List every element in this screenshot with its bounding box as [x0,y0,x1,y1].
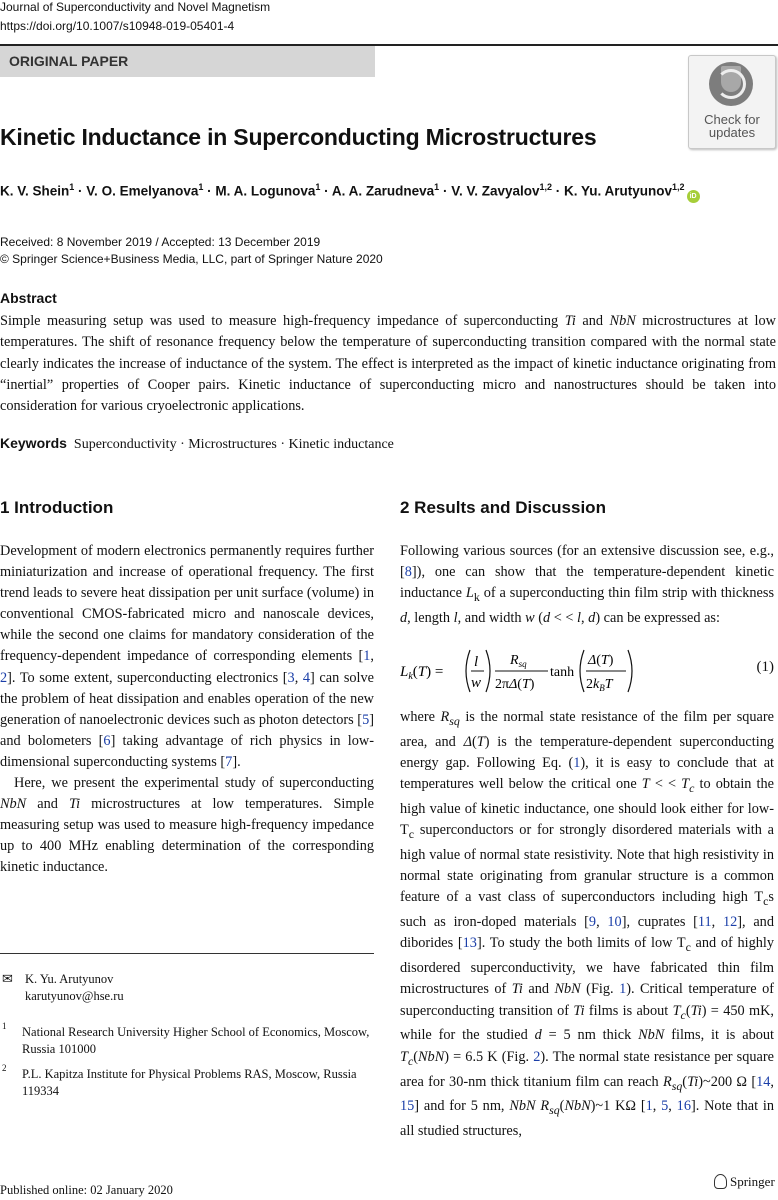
citation-link[interactable]: 15 [400,1098,415,1115]
author[interactable]: V. O. Emelyanova [86,183,199,199]
journal-name: Journal of Superconductivity and Novel Magnetism [0,0,271,14]
envelope-icon: ✉ [2,971,13,986]
keywords-value: Superconductivity · Microstructures · Kinetic inductance [73,437,394,452]
author-affiliation: 1,2 [539,182,553,192]
affiliation-1: National Research University Higher School of Economics, Moscow, Russia 101000 [22,1025,370,1056]
check-label-2: updates [708,125,756,140]
orcid-icon[interactable]: iD [687,190,700,203]
journal-header [0,0,270,36]
affiliation-2: P.L. Kapitza Institute for Physical Problems RAS, Moscow, Russia 119334 [22,1067,357,1098]
keywords-label: Keywords [0,435,67,451]
author[interactable]: A. A. Zarudneva [331,183,435,199]
author-affiliation: 1 [434,182,440,192]
equation-link[interactable]: 1 [573,755,581,772]
publisher-name: Springer [730,1174,775,1189]
affiliation-number: 1 [2,1021,7,1031]
springer-horse-icon [714,1174,727,1189]
received-accepted-dates: Received: 8 November 2019 / Accepted: 13 December 2019 [0,235,321,249]
citation-link[interactable]: 14 [756,1073,771,1090]
author[interactable]: K. V. Shein [0,183,70,199]
author-affiliation: 1 [315,182,321,192]
citation-link[interactable]: 4 [302,669,311,686]
paragraph: Development of modern electronics permanently requires further miniaturization and increase of operational frequency. The first trend leads to severe heat dissipation per unit surface (volume) in conventional CMOS-fabricated micro and nanoscale devices, while the second one claims for mandatory consideration of the frequency-dependent impedance of corresponding elements [1, 2]. To some extent, superconducting electronics [3, 4] can solve the problem of heat dissipation and enables operation of the new generation of nanoelectronic devices such as photon detectors [5] and bolometers [6] taking advantage of rich physics in low-dimensional superconducting systems [7]. [0,543,374,770]
author[interactable]: V. V. Zavyalov [451,183,540,199]
publisher-logo [714,1174,775,1190]
affiliation-number: 2 [2,1063,7,1073]
svg-text:tanh: tanh [550,665,575,680]
paper-title: Kinetic Inductance in Superconducting Microstructures [0,124,597,150]
svg-text:2πΔ(T): 2πΔ(T) [495,677,535,692]
keywords [0,435,394,453]
svg-text:Lk(T) =: $L_k(T)$ = [400,664,444,682]
section-heading-results: 2 Results and Discussion [400,498,606,517]
citation-link[interactable]: 2 [0,669,8,686]
citation-link[interactable]: 16 [676,1098,691,1115]
corresponding-author-email[interactable]: karutyunov@hse.ru [25,989,124,1003]
citation-link[interactable]: 12 [722,914,738,931]
results-body-continued: where $R_{sq}$ is the normal state resistance of the film per square area, and Δ(T) is the temperature-dependent superconducting energy gap. Following Eq. (1), it is easy to conclude that at temperatures well below the critical one T < < $T_c$ to obtain the high value of kinetic inductance, one should look either for low-$T_c$ superconductors or for strongly disordered materials with a high value of normal state resistivity. Note that high resistivity in normal state originating from granular structure is a common feature of a vast class of superconductors including high $T_cs$ such as iron-doped materials [9, 10], cuprates [11, 12], and diborides [13]. To study the both limits of low $T_c$ and of highly disordered superconductivity, we have fabricated thin film microstructures of Ti and NbN (Fig. 1). Critical temperature of superconducting transition of Ti films is about $T_c(Ti) = 450$ mK, while for the studied d = 5 nm thick NbN films, it is about $T_c(NbN) = 6.5$ K (Fig. 2). The normal state resistance per square area for 30-nm thick titanium film can reach $R_{sq}(Ti)\sim 200$ Ω [14, 15] and for 5 nm, NbN $R_{sq}(NbN)\sim 1$ KΩ [1, 5, 16]. Note that in all studied structures, [400,709,775,1140]
svg-text:2kBT: $2k_BT$ [586,677,613,693]
author[interactable]: K. Yu. Arutyunov [564,183,673,199]
svg-text:Δ(T): Δ(T) [588,653,614,668]
citation-link[interactable]: 8 [404,564,412,581]
citation-link[interactable]: 9 [588,914,597,931]
check-label-1: Check for [704,112,760,127]
equation-1 [400,643,774,699]
svg-text:Rsq: $R_{sq}$ [510,653,527,669]
equation-number: (1) [756,659,774,675]
citation-link[interactable]: 1 [645,1098,653,1115]
citation-link[interactable]: 7 [225,753,233,770]
author-affiliation: 1,2 [672,182,685,192]
copyright-notice: © Springer Science+Business Media, LLC, part of Springer Nature 2020 [0,252,383,266]
svg-text:l: l [474,654,479,670]
article-type-badge: ORIGINAL PAPER [0,46,375,77]
citation-link[interactable]: 13 [462,935,477,952]
abstract-text: Simple measuring setup was used to measure high-frequency impedance of superconducting Ti and NbN microstructures at low temperatures. The shift of resonance frequency below the temperature of superconducting transition compared with the normal state clearly indicates the increase of inductance of the system. The effect is interpreted as the impact of kinetic inductance originating from “inertial” properties of Cooper pairs. Kinetic inductance of superconducting micro and nanostructures should be taken into consideration for various cryoelectronic applications. [0,313,776,415]
author-affiliation: 1 [69,182,75,192]
footnote-rule [0,953,374,954]
check-updates-icon [709,62,753,106]
citation-link[interactable]: 11 [697,914,712,931]
author-list: K. V. Shein$^1$ · V. O. Emelyanova$^1$ · M. A. Logunova$^1$ · A. A. Zarudneva$^1$ · V. V. Zavyalov$^{1,2}$ · K. Yu. Arutyunov$^{1,2}$iD [0,182,700,203]
citation-link[interactable]: 6 [103,732,111,749]
figure-link[interactable]: 1 [619,981,627,998]
paragraph: Following various sources (for an extensive discussion see, e.g., [8]), one can show that the temperature-dependent kinetic inductance $L_k$ of a superconducting thin film strip with thickness d, length l, and width w (d < < l, d) can be expressed as: [400,543,775,627]
introduction-body [0,541,374,879]
svg-text:w: w [471,675,482,691]
citation-link[interactable]: 3 [287,669,295,686]
citation-link[interactable]: 10 [607,914,622,931]
figure-link[interactable]: 2 [533,1048,541,1065]
results-body [400,541,774,629]
author-affiliation: 1 [198,182,204,192]
paragraph: Here, we present the experimental study of superconducting NbN and Ti microstructures at low temperatures. Simple measuring setup was used to measure high-frequency impedance up to 400 MHz enabling determination of the corresponding kinetic inductance. [0,775,374,876]
abstract-heading: Abstract [0,290,57,306]
citation-link[interactable]: 5 [661,1098,669,1115]
corresponding-author-name: K. Yu. Arutyunov [25,972,114,986]
doi-link[interactable]: https://doi.org/10.1007/s10948-019-05401-4 [0,19,235,33]
citation-link[interactable]: 5 [362,711,370,728]
author[interactable]: M. A. Logunova [215,183,316,199]
citation-link[interactable]: 1 [363,648,371,665]
check-for-updates-button[interactable] [688,55,776,149]
corresponding-author [25,971,124,1005]
section-heading-introduction: 1 Introduction [0,498,114,517]
equation-formula [400,643,730,699]
published-date: Published online: 02 January 2020 [0,1183,173,1197]
